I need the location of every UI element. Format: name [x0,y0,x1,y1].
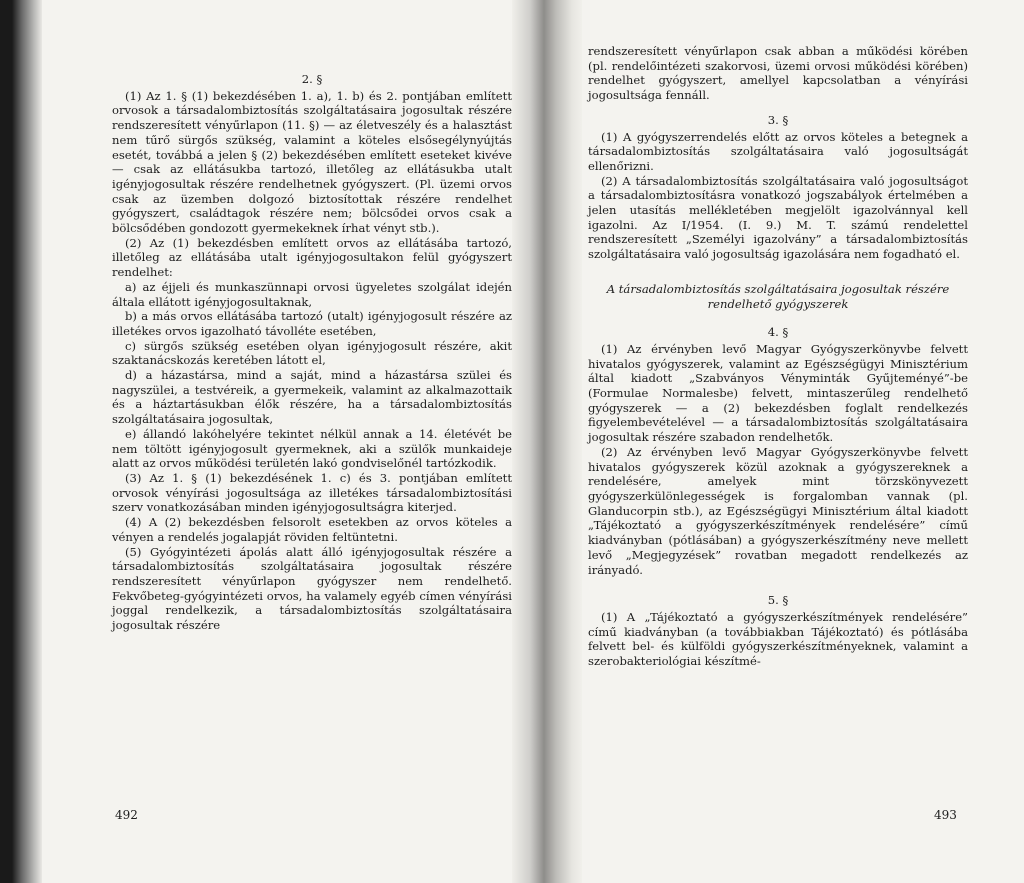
left-paragraph: b) a más orvos ellátásába tartozó (utalt) igényjogosult részére az illetékes orvos igazolható távolléte esetében, [112,309,512,338]
right-paragraph: (2) Az érvényben levő Magyar Gyógyszerkönyvbe felvett hivatalos gyógyszerek közül azoknak a gyógyszereknek a rendelésére, amelyek mint törzskönyvezett gyógyszerkülönlegességek is forgalomban vannak (pl. Glanducorpin stb.), az Egészségügyi Minisztérium által kiadott „Tájékoztató a gyógyszerkészítmények rendelésére” című kiadványban (pótlásában) a gyógyszerkészítmény neve mellett levő „Megjegyzések” rovatban megadott rendelkezés az irányadó. [588,444,968,577]
section-2-title: 2. § [301,72,323,86]
right-page [588,44,968,669]
left-paragraph: c) sürgős szükség esetében olyan igényjogosult részére, akit szaktanácskozás keretében látott el, [112,338,512,368]
right-intro-paragraph: rendszeresített vényűrlapon csak abban a működési körében (pl. rendelőintézeti szakorvosi, üzemi orvosi működési körében) rendelhet gyógyszert, amellyel kapcsolatban a vényírási jogosultsága fennáll. [588,44,968,103]
right-paragraph: (1) Az érvényben levő Magyar Gyógyszerkönyvbe felvett hivatalos gyógyszerek, valamint az Egészségügyi Minisztérium által kiadott „Szabványos Vényminták Gyűjteményé”-be (Formulae Normalesbe) felvett, mintaszerűleg rendelhető gyógyszerek — a (2) bekezdésben foglalt rendelkezés figyelembevételével — a társadalombiztosítás szolgáltatásaira jogosultak részére szabadon rendelhetők. [588,341,968,445]
left-paragraph: (3) Az 1. § (1) bekezdésének 1. c) és 3. pontjában említett orvosok vényírási jogosultsága az illetékes társadalombiztosítási szerv vonatkozásában minden igényjogosultságra kiterjed. [112,470,512,515]
book-binding-shadow [0,0,42,883]
left-paragraph: a) az éjjeli és munkaszünnapi orvosi ügyeletes szolgálat idején általa ellátott igényjogosultaknak, [112,279,512,309]
page-number-left: 492 [115,808,138,822]
left-paragraph: e) állandó lakóhelyére tekintet nélkül annak a 14. életévét be nem töltött igényjogosult gyermeknek, aki a szülők munkaideje alatt az orvos működési területén lakó gondviselőnél tartózkodik. [112,426,512,471]
right-paragraph: (1) A „Tájékoztató a gyógyszerkészítmények rendelésére” című kiadványban (a továbbiakban Tájékoztató) és pótlásába felvett bel- és külföldi gyógyszerkészítményeknek, valamint a szerobakteriológiai készítmé- [588,609,968,669]
left-page [112,62,512,633]
section-5-title: 5. § [767,593,789,608]
chapter-subheading: A társadalombiztosítás szolgáltatásaira jogosultak részére rendelhető gyógyszerek [606,281,950,311]
left-paragraph: (5) Gyógyintézeti ápolás alatt álló igényjogosultak részére a társadalombiztosítás szolgáltatásaira jogosultak részére rendszeresített vényűrlapon gyógyszer nem rendelhető. Fekvőbeteg-gyógyintézeti orvos, ha valamely egyéb címen vényírási joggal rendelkezik, a társadalombiztosítás szolgáltatásaira jogosultak részére [112,544,512,633]
left-paragraph: (1) Az 1. § (1) bekezdésében 1. a), 1. b) és 2. pontjában említett orvosok a társadalombiztosítás szolgáltatásaira jogosultak részére rendszeresített vényűrlapon (11. §) — az életveszély és a halasztást nem tűrő sürgős szükség, valamint a köteles elsősegélynyújtás esetét, továbbá a jelen § (2) bekezdésében említett eseteket kivéve — csak az ellátásukba tartozó, illetőleg az ellátásukba utalt igényjogosultak részére rendelhetnek gyógyszert. (Pl. üzemi orvos csak az üzemben dolgozó biztosítottak részére rendelhet gyógyszert, családtagok részére nem; bölcsődei orvos csak a bölcsődében gondozott gyermekeknek írhat vényt stb.). [112,88,512,236]
right-paragraph: (1) A gyógyszerrendelés előtt az orvos köteles a betegnek a társadalombiztosítás szolgáltatásaira való jogosultságát ellenőrizni. [588,129,968,173]
left-paragraph: (4) A (2) bekezdésben felsorolt esetekben az orvos köteles a vényen a rendelés jogalapját röviden feltüntetni. [112,515,512,544]
right-paragraph: (2) A társadalombiztosítás szolgáltatásaira való jogosultságot a társadalombiztosításra vonatkozó jogszabályok értelmében a jelen utasítás mellékletében megjelölt igazolvánnyal kell igazolni. Az I/1954. (I. 9.) M. T. számú rendelettel rendszeresített „Személyi igazolvány” a társadalombiztosítás szolgáltatásaira való jogosultság igazolására nem fogadható el. [588,173,968,262]
page-gutter [512,0,582,883]
section-4-title: 4. § [767,325,789,340]
section-3-title: 3. § [767,112,789,127]
page-number-right: 493 [934,808,957,822]
left-paragraph: d) a házastársa, mind a saját, mind a házastársa szülei és nagyszülei, a testvéreik, a gyermekeik, valamint az alkalmazottaik és a háztartásukban élők részére, ha a társadalombiztosítás szolgáltatásaira jogosultak, [112,368,512,427]
left-paragraph: (2) Az (1) bekezdésben említett orvos az ellátásába tartozó, illetőleg az ellátásába utalt igényjogosultakon felül gyógyszert rendelhet: [112,235,512,280]
